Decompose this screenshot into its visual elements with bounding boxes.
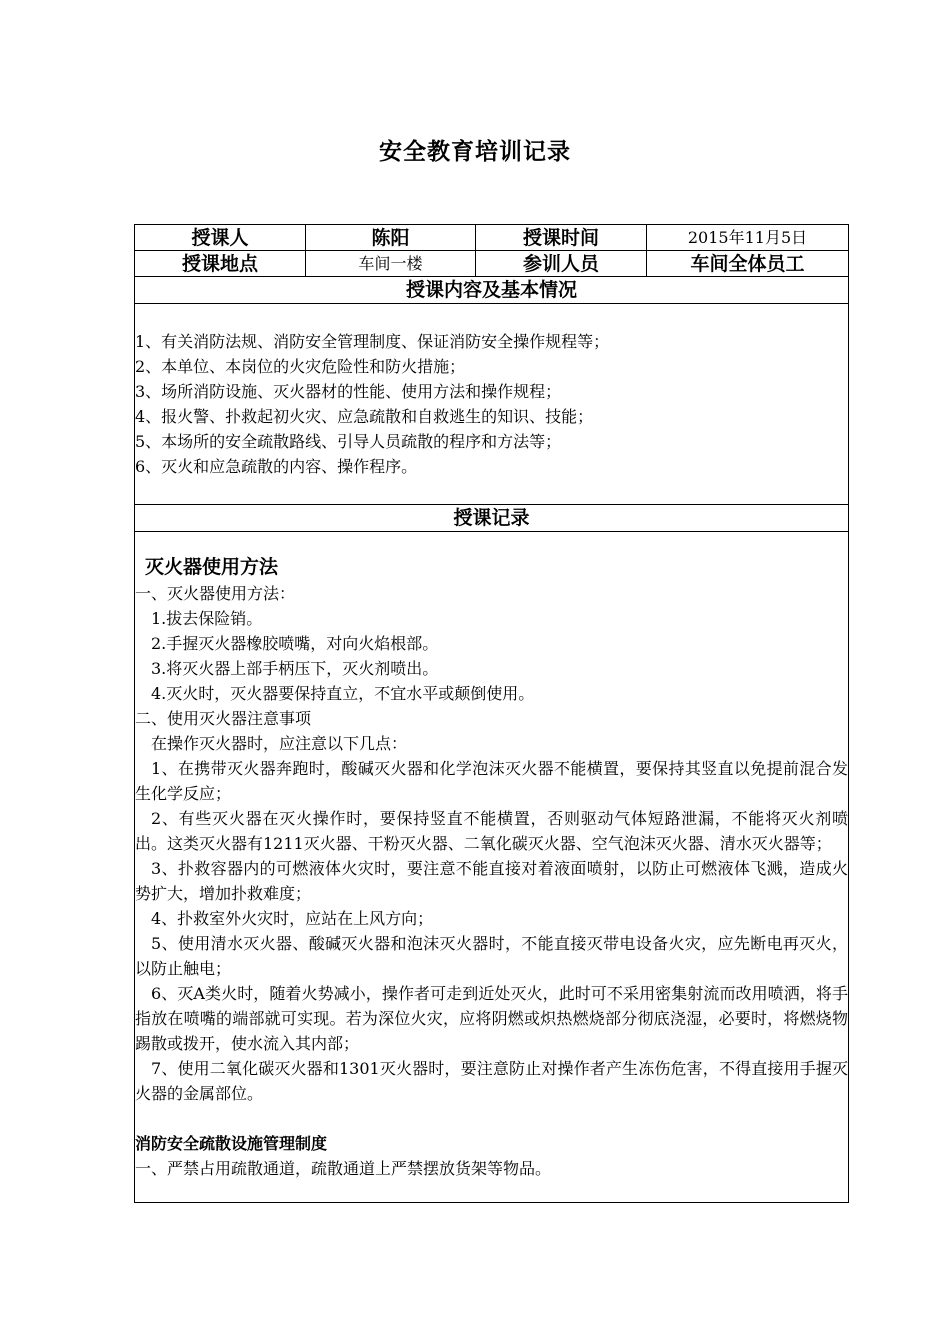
- part1-step: 2.手握灭火器橡胶喷嘴，对向火焰根部。: [151, 634, 439, 653]
- content-heading: 授课内容及基本情况: [135, 277, 849, 304]
- record-subtitle: 灭火器使用方法: [145, 556, 279, 578]
- part1-step: 4.灭火时，灭火器要保持直立，不宜水平或颠倒使用。: [151, 684, 535, 703]
- part2-item: 6、灭A类火时，随着火势减小，操作者可走到近处灭火，此时可不采用密集射流而改用喷洒，将手指放在喷嘴的端部就可实现。若为深位火灾，应将阴燃或炽热燃烧部分彻底浇湿，必要时，将燃烧物踢散或拨开，使水流入其内部；: [135, 984, 848, 1053]
- time-label: 授课时间: [476, 225, 647, 251]
- record-subtitle-2: 消防安全疏散设施管理制度: [135, 1134, 328, 1153]
- document-title: 安全教育培训记录: [379, 139, 571, 165]
- part3-line: 一、严禁占用疏散通道，疏散通道上严禁摆放货架等物品。: [135, 1159, 552, 1178]
- participants-label: 参训人员: [476, 251, 647, 277]
- part2-title: 二、使用灭火器注意事项: [135, 709, 312, 728]
- part1-title: 一、灭火器使用方法：: [135, 584, 296, 603]
- part1-step: 3.将灭火器上部手柄压下，灭火剂喷出。: [151, 659, 439, 678]
- content-item: 4、报火警、扑救起初火灾、应急疏散和自救逃生的知识、技能；: [135, 407, 594, 426]
- part2-item: 3、扑救容器内的可燃液体火灾时，要注意不能直接对着液面喷射，以防止可燃液体飞溅，造成火势扩大，增加扑救难度；: [135, 859, 848, 903]
- part2-item: 4、扑救室外火灾时，应站在上风方向；: [151, 909, 434, 928]
- record-body: [135, 532, 849, 1203]
- time-value: 2015年11月5日: [647, 225, 849, 251]
- info-row-2: [135, 251, 849, 277]
- teacher-value: 陈阳: [306, 225, 476, 251]
- part2-item: 1、在携带灭火器奔跑时，酸碱灭火器和化学泡沫灭火器不能横置，要保持其竖直以免提前混合发生化学反应；: [135, 759, 848, 803]
- place-label: 授课地点: [135, 251, 306, 277]
- training-record-table: [134, 224, 849, 1203]
- content-item: 2、本单位、本岗位的火灾危险性和防火措施；: [135, 357, 466, 376]
- content-list: [135, 304, 849, 505]
- part2-item: 5、使用清水灭火器、酸碱灭火器和泡沫灭火器时，不能直接灭带电设备火灾，应先断电再灭火，以防止触电；: [135, 934, 848, 978]
- info-row-1: [135, 225, 849, 251]
- part1-step: 1.拔去保险销。: [151, 609, 263, 628]
- place-value: 车间一楼: [306, 251, 476, 277]
- part2-item: 2、有些灭火器在灭火操作时，要保持竖直不能横置，否则驱动气体短路泄漏，不能将灭火剂喷出。这类灭火器有1211灭火器、干粉灭火器、二氧化碳灭火器、空气泡沫灭火器、清水灭火器等；: [135, 809, 848, 853]
- content-item: 6、灭火和应急疏散的内容、操作程序。: [135, 457, 418, 476]
- part2-intro: 在操作灭火器时，应注意以下几点：: [151, 734, 408, 753]
- content-item: 3、场所消防设施、灭火器材的性能、使用方法和操作规程；: [135, 382, 562, 401]
- participants-value: 车间全体员工: [647, 251, 849, 277]
- record-heading: 授课记录: [135, 505, 849, 532]
- content-item: 1、有关消防法规、消防安全管理制度、保证消防安全操作规程等；: [135, 332, 610, 351]
- teacher-label: 授课人: [135, 225, 306, 251]
- part2-item: 7、使用二氧化碳灭火器和1301灭火器时，要注意防止对操作者产生冻伤危害，不得直接用手握灭火器的金属部位。: [135, 1059, 848, 1103]
- content-item: 5、本场所的安全疏散路线、引导人员疏散的程序和方法等；: [135, 432, 562, 451]
